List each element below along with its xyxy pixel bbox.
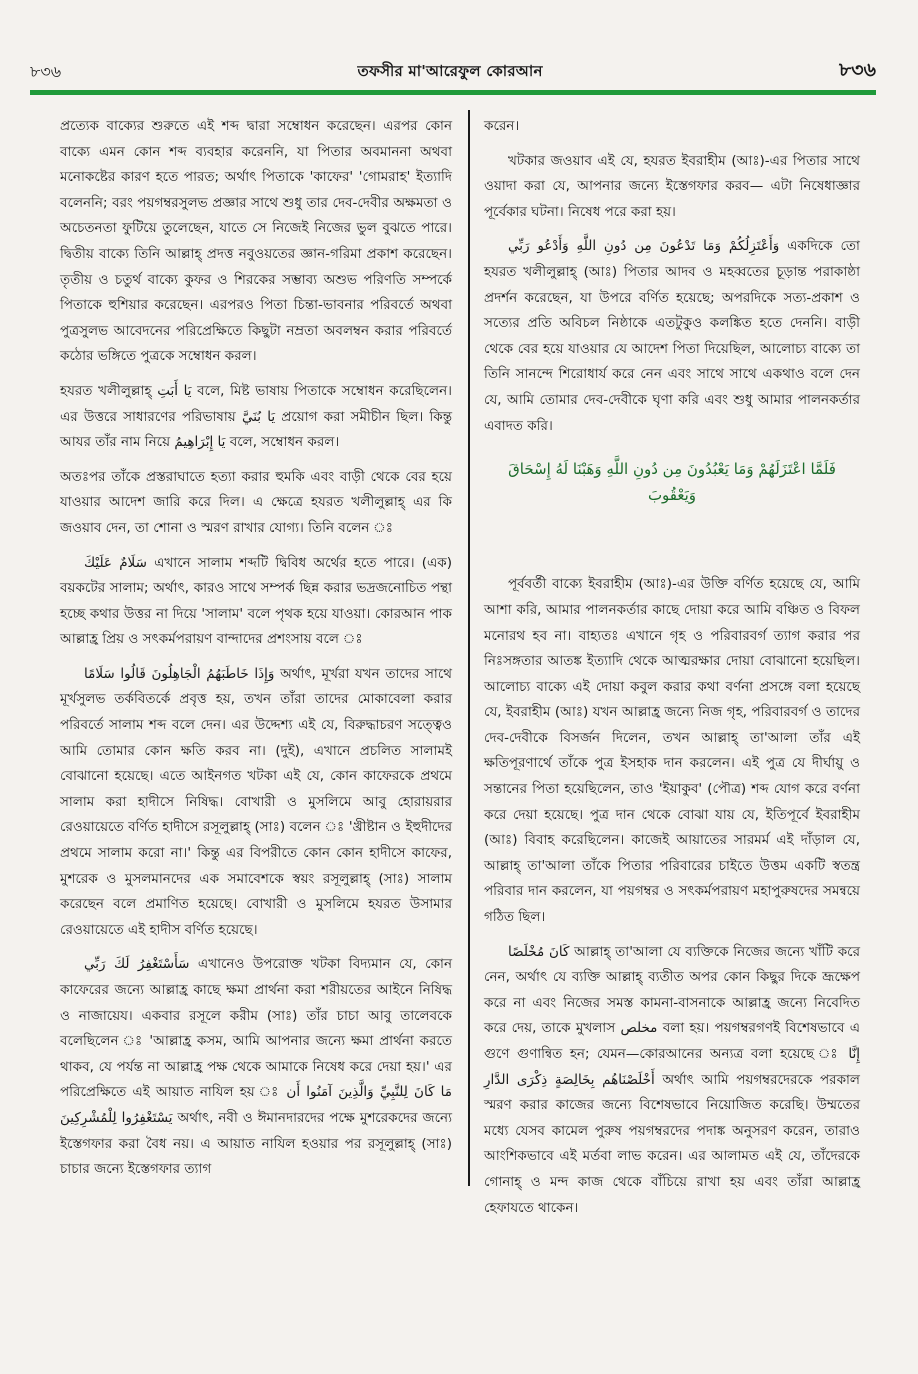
paragraph: খটকার জওয়াব এই যে, হযরত ইবরাহীম (আঃ)-এর পিতার সাথে ওয়াদা করা যে, আপনার জন্যে ইস্তেগফার করব— এটা নিষেধাজ্ঞার পূর্বেকার ঘটনা। নিষেধ পরে করা হয়।: [484, 152, 860, 220]
paragraph: سَأَسْتَغْفِرُ لَكَ رَبِّي এখানেও উপরোক্ত খটকা বিদ্যমান যে, কোন কাফেরের জন্যে আল্লাহ্র কাছে ক্ষমা প্রার্থনা করা শরীয়তের আইনে নিষিদ্ধ ও নাজায়েয। একবার রসূলে করীম (সাঃ) তাঁর চাচা আবু তালেবকে বলেছিলেন ঃ 'আল্লাহ্র কসম, আমি আপনার জন্যে ক্ষমা প্রার্থনা করতে থাকব, যে পর্যন্ত না আল্লাহ্র পক্ষ থেকে আমাকে নিষেধ করে দেয়া হয়।' এর পরিপ্রেক্ষিতে এই আয়াত নাযিল হয় ঃ مَا كَانَ لِلنَّبِيِّ وَالَّذِينَ آمَنُوا أَن يَسْتَغْفِرُوا لِلْمُشْرِكِينَ অর্থাৎ, নবী ও ঈমানদারদের পক্ষে মুশরেকদের জন্যে ইস্তেগফার করা বৈধ নয়। এ আয়াত নাযিল হওয়ার পর রসূলুল্লাহ্ (সাঃ) চাচার জন্যে ইস্তেগফার ত্যাগ: [60, 956, 453, 1178]
running-title: তফসীর মা'আরেফুল কোরআন: [357, 61, 543, 80]
page-header: [30, 58, 876, 86]
header-green-rule: [30, 90, 876, 95]
page-number-left: ৮৩৬: [30, 61, 62, 81]
paragraph: হযরত খলীলুল্লাহ্ يَا أَبَتِ বলে, মিষ্ট ভাষায় পিতাকে সম্বোধন করেছিলেন। এর উত্তরে সাধারণের পরিভাষায় يَا بُنَيَّ প্রয়োগ করা সমীচীন ছিল। কিন্তু আযর তাঁর নাম নিয়ে يَا إِبْرَاهِيمُ বলে, সম্বোধন করল।: [60, 382, 453, 451]
right-column: [484, 114, 861, 1216]
arabic-verse-heading: فَلَمَّا اعْتَزَلَهُمْ وَمَا يَعْبُدُونَ مِن دُونِ اللَّهِ وَهَبْنَا لَهُ إِسْحَاقَ وَيَعْقُوبَ: [508, 460, 836, 504]
page-number-right: ৮৩৬: [838, 59, 876, 81]
paragraph: পূর্ববর্তী বাক্যে ইবরাহীম (আঃ)-এর উক্তি বর্ণিত হয়েছে যে, আমি আশা করি, আমার পালনকর্তার কাছে দোয়া করে আমি বঞ্চিত ও বিফল মনোরথ হব না। বাহ্যতঃ এখানে গৃহ ও পরিবারবর্গ ত্যাগ করার পর নিঃসঙ্গতার আতঙ্ক ইত্যাদি থেকে আত্মরক্ষার দোয়া বোঝানো হয়েছিল। আলোচ্য বাক্যে এই দোয়া কবুল করার কথা বর্ণনা প্রসঙ্গে বলা হয়েছে যে, ইবরাহীম (আঃ) যখন আল্লাহ্র জন্যে নিজ গৃহ, পরিবারবর্গ ও তাদের দেব-দেবীকে বিসর্জন দিলেন, তখন আল্লাহ্ তা'আলা তাঁর এই ক্ষতিপূরণার্থে তাঁকে পুত্র ইসহাক দান করলেন। এই পুত্র যে দীর্ঘায়ু ও সন্তানের পিতা হয়েছিলেন, তাও 'ইয়াকুব' (পৌত্র) শব্দ যোগ করে বর্ণনা করে দেয়া হয়েছে। পুত্র দান থেকে বোঝা যায় যে, ইতিপূর্বে ইবরাহীম (আঃ) বিবাহ করেছিলেন। কাজেই আয়াতের সারমর্ম এই দাঁড়াল যে, আল্লাহ্ তা'আলা তাঁকে পিতার পরিবারের চাইতে উত্তম একটি স্বতন্ত্র পরিবার দান করলেন, যা পয়গম্বর ও সৎকর্মপরায়ণ মহাপুরুষদের সমন্বয়ে গঠিত ছিল।: [484, 576, 860, 926]
paragraph: অতঃপর তাঁকে প্রস্তরাঘাতে হত্যা করার হুমকি এবং বাড়ী থেকে বের হয়ে যাওয়ার আদেশ জারি করে দিল। এ ক্ষেত্রে হযরত খলীলুল্লাহ্ এর কি জওয়াব দেন, তা শোনা ও স্মরণ রাখার যোগ্য। তিনি বলেন ঃ: [60, 468, 452, 536]
paragraph: وَأَعْتَزِلُكُمْ وَمَا تَدْعُونَ مِن دُونِ اللَّهِ وَأَدْعُو رَبِّي একদিকে তো হযরত খলীলুল্লাহ্ (আঃ) পিতার আদব ও মহব্বতের চূড়ান্ত পরাকাষ্ঠা প্রদর্শন করেছেন, যা উপরে বর্ণিত হয়েছে; অপরদিকে সত্য-প্রকাশ ও সত্যের প্রতি অবিচল নিষ্ঠাকে এতটুকুও কলঙ্কিত হতে দেননি। বাড়ী থেকে বের হয়ে যাওয়ার যে আদেশ পিতা দিয়েছিল, আলোচ্য বাক্যে তা তিনি সানন্দে শিরোধার্য করে নেন এবং সাথে সাথে একথাও বলে দেন যে, আমি তোমার দেব-দেবীকে ঘৃণা করি এবং শুধু আমার পালনকর্তার এবাদত করি।: [484, 238, 860, 434]
column-divider: [468, 110, 470, 1186]
paragraph: করেন।: [484, 118, 520, 134]
paragraph: كَانَ مُخْلَصًا আল্লাহ্ তা'আলা যে ব্যক্তিকে নিজের জন্যে খাঁটি করে নেন, অর্থাৎ যে ব্যক্তি আল্লাহ্ ব্যতীত অপর কোন কিছুর দিকে ভ্রূক্ষেপ করে না এবং নিজের সমস্ত কামনা-বাসনাকে আল্লাহ্র জন্যে নিবেদিত করে দেয়, তাকে মুখলাস مخلص বলা হয়। পয়গম্বরগণই বিশেষভাবে এ গুণে গুণান্বিত হন; যেমন—কোরআনের অন্যত্র বলা হয়েছে ঃ إِنَّا أَخْلَصْنَاهُم بِخَالِصَةٍ ذِكْرَى الدَّارِ অর্থাৎ আমি পয়গম্বরদেরকে পরকাল স্মরণ করার কাজের জন্যে বিশেষভাবে নিয়োজিত করেছি। উম্মতের মধ্যে যেসব কামেল পুরুষ পয়গম্বরদের পদাঙ্ক অনুসরণ করেন, তারাও আংশিকভাবে এই মর্তবা লাভ করেন। এর আলামত এই যে, তাঁদেরকে গোনাহ্ ও মন্দ কাজ থেকে বাঁচিয়ে রাখা হয় এবং তাঁরা আল্লাহ্র হেফাযতে থাকেন।: [484, 943, 861, 1216]
paragraph: سَلَامٌ عَلَيْكَ এখানে সালাম শব্দটি দ্বিবিধ অর্থের হতে পারে। (এক) বয়কটের সালাম; অর্থাৎ, কারও সাথে সম্পর্ক ছিন্ন করার ভদ্রজনোচিত পন্থা হচ্ছে কথার উত্তর না দিয়ে 'সালাম' বলে পৃথক হয়ে যাওয়া। কোরআন পাক আল্লাহ্র প্রিয় ও সৎকর্মপরায়ণ বান্দাদের প্রশংসায় বলে ঃ: [60, 554, 452, 648]
paragraph: وَإِذَا خَاطَبَهُمُ الْجَاهِلُونَ قَالُوا سَلَامًا অর্থাৎ, মূর্খরা যখন তাদের সাথে মূর্খসুলভ তর্কবিতর্কে প্রবৃত্ত হয়, তখন তাঁরা তাদের মোকাবেলা করার পরিবর্তে সালাম শব্দ বলে দেন। এর উদ্দেশ্য এই যে, বিরুদ্ধাচরণ সত্ত্বেও আমি তোমার কোন ক্ষতি করব না। (দুই), এখানে প্রচলিত সালামই বোঝানো হয়েছে। এতে আইনগত খটকা এই যে, কোন কাফেরকে প্রথমে সালাম করা হাদীসে নিষিদ্ধ। বোখারী ও মুসলিমে আবু হোরায়রার রেওয়ায়েতে বর্ণিত হাদীসে রসূলুল্লাহ্ (সাঃ) বলেন ঃ 'খ্রীষ্টান ও ইহুদীদের প্রথমে সালাম করো না।' কিন্তু এর বিপরীতে কোন কোন হাদীসে কাফের, মুশরেক ও মুসলমানদের এক সমাবেশকে স্বয়ং রসূলুল্লাহ্ (সাঃ) সালাম করেছেন বলে প্রমাণিত হয়েছে। বোখারী ও মুসলিমে হযরত উসামার রেওয়ায়েতে এই হাদীস বর্ণিত হয়েছে।: [60, 665, 453, 938]
paragraph: প্রত্যেক বাক্যের শুরুতে এই শব্দ দ্বারা সম্বোধন করেছেন। এরপর কোন বাক্যে এমন কোন শব্দ ব্যবহার করেননি, যা পিতার অবমাননা অথবা মনোকষ্টের কারণ হতে পারত; অর্থাৎ পিতাকে 'কাফের' 'গোমরাহ' ইত্যাদি বলেননি; বরং পয়গম্বরসুলভ প্রজ্ঞার সাথে শুধু তার দেব-দেবীর অক্ষমতা ও অচেতনতা ফুটিয়ে তুলেছেন, যাতে সে নিজেই নিজের ভুল বুঝতে পারে। দ্বিতীয় বাক্যে তিনি আল্লাহ্ প্রদত্ত নবুওয়তের জ্ঞান-গরিমা প্রকাশ করেছেন। তৃতীয় ও চতুর্থ বাক্যে কুফর ও শিরকের সম্ভাব্য অশুভ পরিণতি সম্পর্কে পিতাকে হুশিয়ার করেছেন। এরপরও পিতা চিন্তা-ভাবনার পরিবর্তে অথবা পুত্রসুলভ আবেদনের পরিপ্রেক্ষিতে কিছুটা নম্রতা অবলম্বন করার পরিবর্তে কঠোর ভঙ্গিতে পুত্রকে সম্বোধন করল।: [60, 118, 452, 365]
left-column: [60, 114, 452, 1194]
